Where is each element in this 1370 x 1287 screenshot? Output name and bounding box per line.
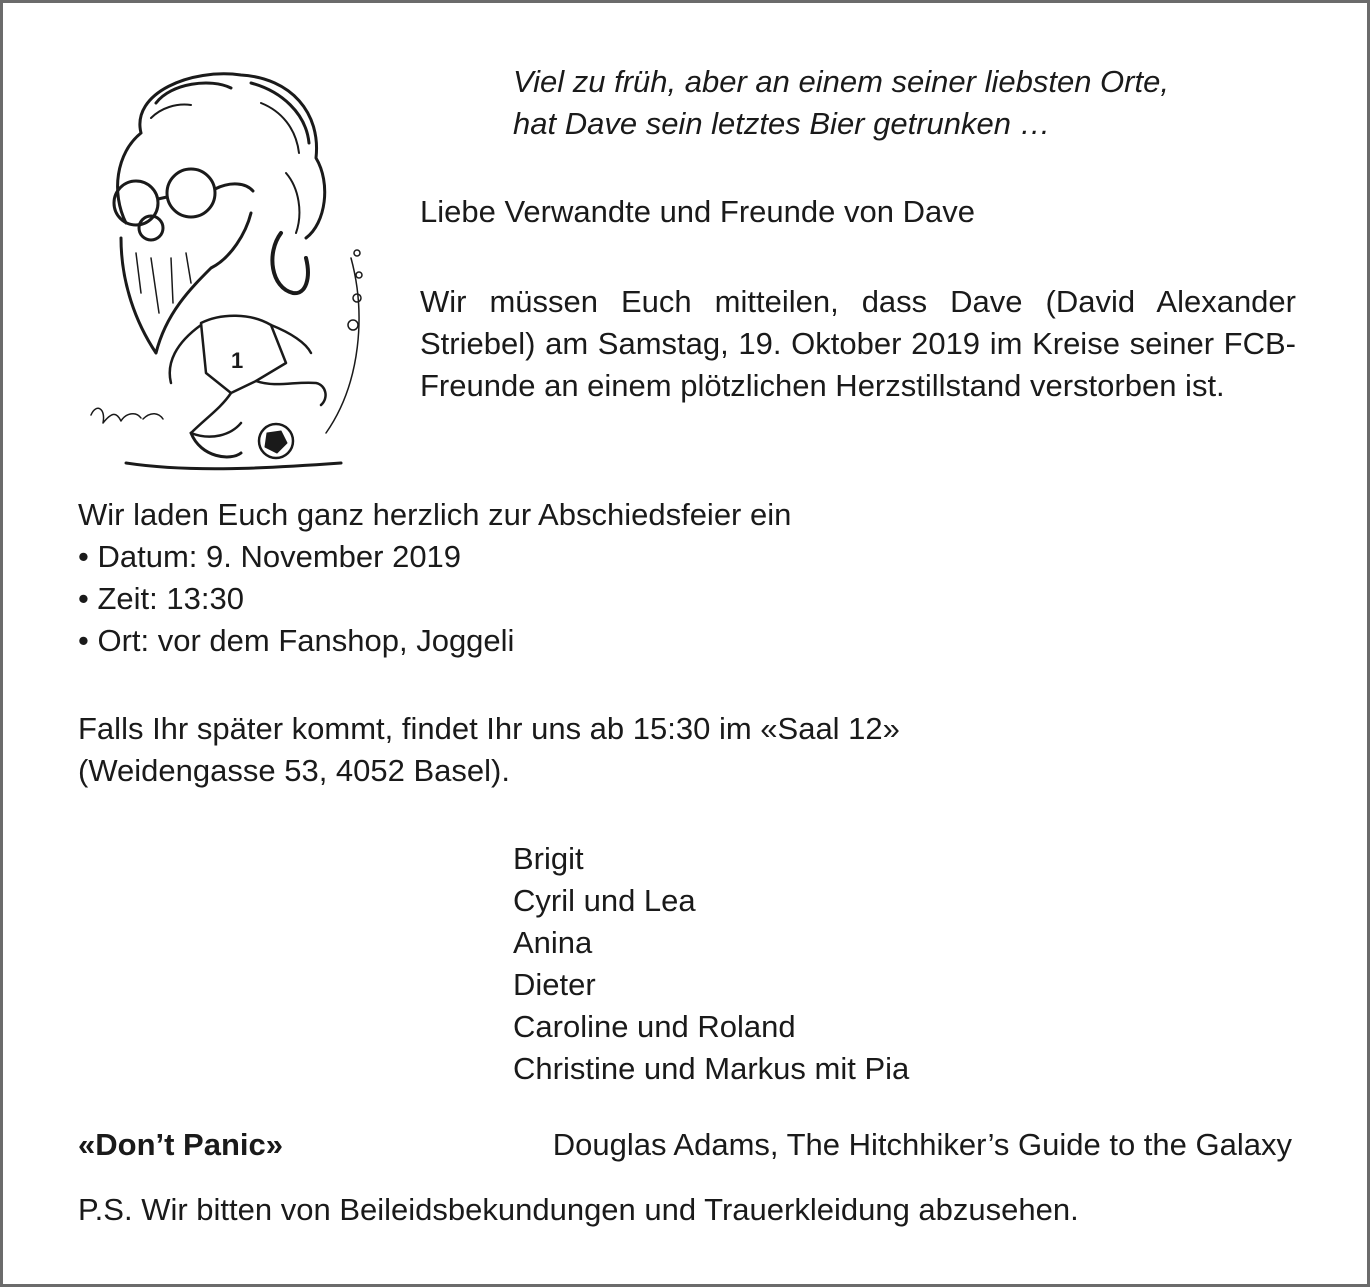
signer-item: Brigit <box>513 841 584 876</box>
motto-quote: «Don’t Panic» <box>78 1127 283 1162</box>
quote-line-2: hat Dave sein letztes Bier getrunken … <box>513 106 1051 141</box>
signer-item: Dieter <box>513 967 596 1002</box>
detail-location: • Ort: vor dem Fanshop, Joggeli <box>78 623 515 658</box>
detail-time: • Zeit: 13:30 <box>78 581 244 616</box>
detail-date: • Datum: 9. November 2019 <box>78 539 462 574</box>
quote-line-1: Viel zu früh, aber an einem seiner liebsten Orte, <box>513 64 1169 99</box>
later-line-1: Falls Ihr später kommt, findet Ihr uns ab 15:30 im «Saal 12» <box>78 711 900 746</box>
signers-list <box>513 838 909 1090</box>
signer-item: Anina <box>513 925 593 960</box>
invitation-intro: Wir laden Euch ganz herzlich zur Abschiedsfeier ein <box>78 497 792 532</box>
postscript: P.S. Wir bitten von Beileidsbekundungen und Trauerkleidung abzusehen. <box>78 1192 1079 1227</box>
later-line-2: (Weidengasse 53, 4052 Basel). <box>78 753 510 788</box>
motto-source: Douglas Adams, The Hitchhiker’s Guide to the Galaxy <box>552 1127 1292 1162</box>
signer-item: Caroline und Roland <box>513 1009 796 1044</box>
shirt-number: 1 <box>231 348 244 373</box>
later-venue-note <box>78 708 900 792</box>
caricature-portrait-icon <box>81 63 381 478</box>
salutation: Liebe Verwandte und Freunde von Dave <box>420 194 975 229</box>
event-details-list <box>78 536 514 662</box>
opening-quote <box>513 61 1169 145</box>
signer-item: Christine und Markus mit Pia <box>513 1051 910 1086</box>
signer-item: Cyril und Lea <box>513 883 696 918</box>
announcement-paragraph: Wir müssen Euch mitteilen, dass Dave (David Alexander Striebel) am Samstag, 19. Oktober 2019 im Kreise seiner FCB-Freunde an einem plötzlichen Herzstillstand verstorben ist. <box>420 284 1296 403</box>
